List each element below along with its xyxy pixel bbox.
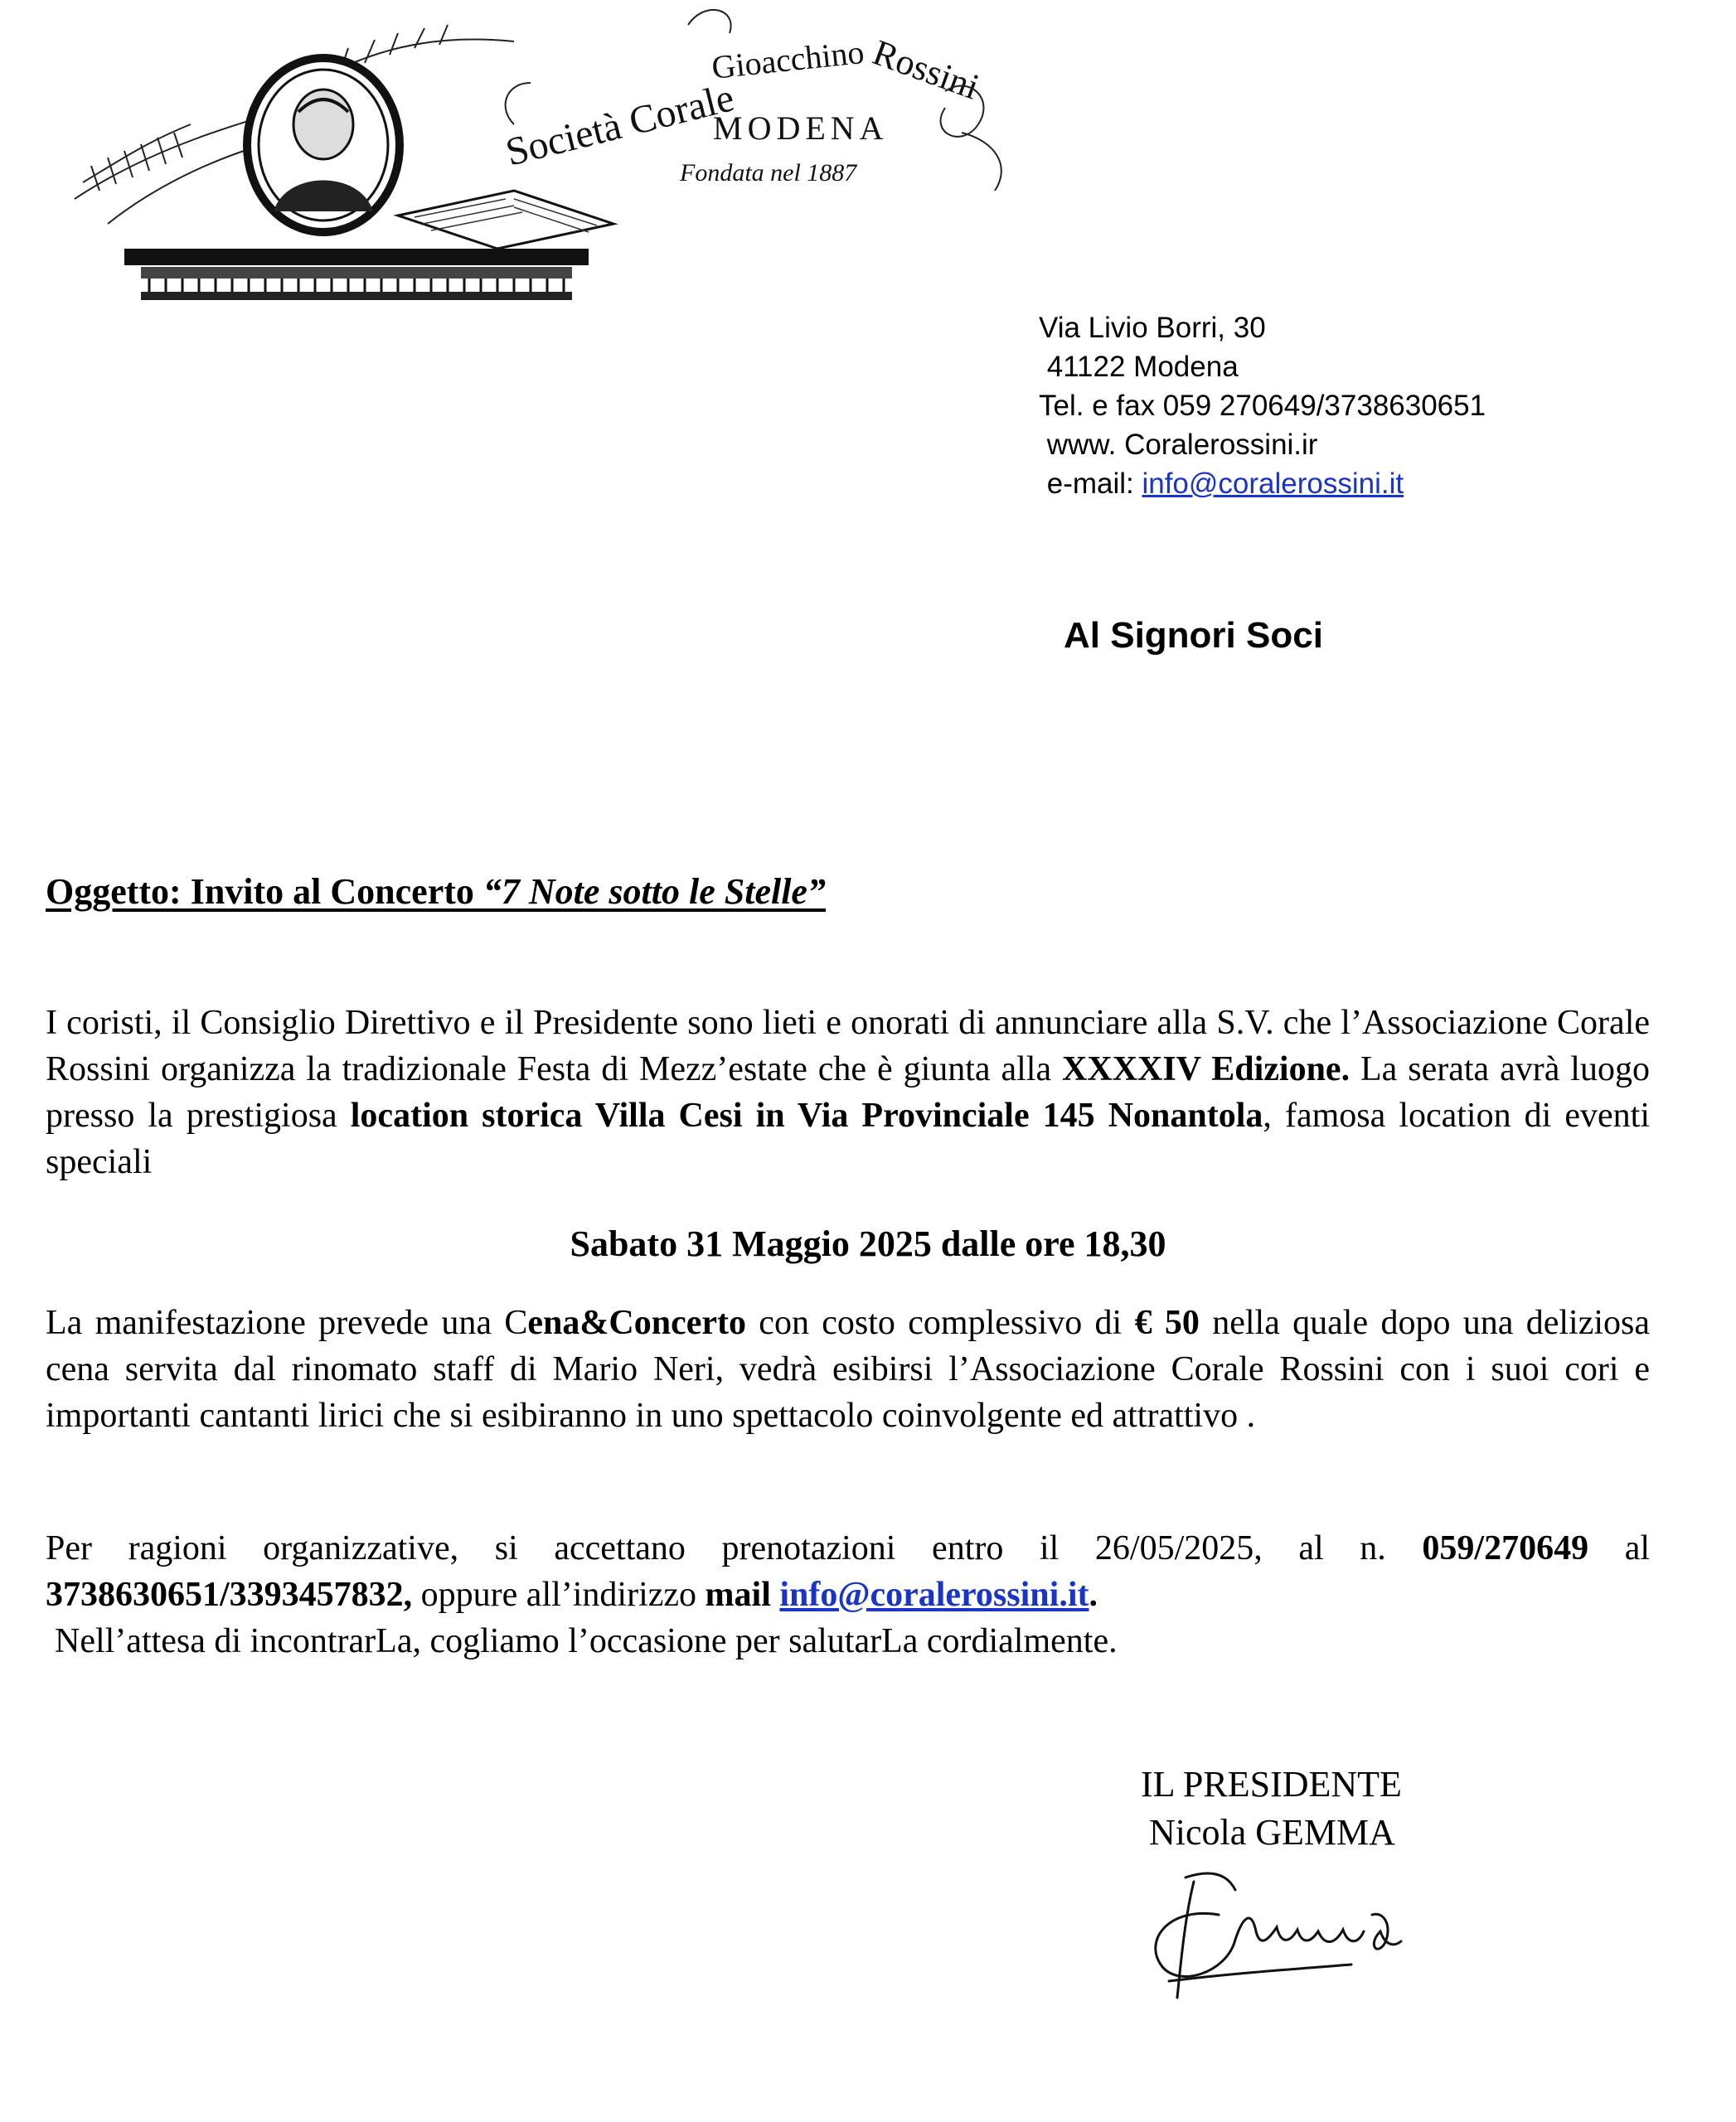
text-span: al xyxy=(1588,1529,1651,1567)
text-span: I coristi, il Consiglio Direttivo e il Presidente sono lieti e onorati di annunciare alla S.V. che l’Associazione Corale Rossini organizza la tradizionale Festa di Mezz’estate che è giunta alla xyxy=(46,1004,1650,1088)
address-phone: Tel. e fax 059 270649/3738630651 xyxy=(1039,390,1486,422)
text-span: Per ragioni organizzative, si accettano prenotazioni entro il 26/05/2025, al n. xyxy=(46,1529,1423,1567)
text-span: oppure all’indirizzo xyxy=(412,1576,706,1614)
svg-text:Gioacchino: Gioacchino xyxy=(710,32,866,86)
signature-title: IL PRESIDENTE xyxy=(1141,1764,1402,1805)
address-web: www. Coralerossini.ir xyxy=(1039,429,1318,461)
recipient: Al Signori Soci xyxy=(1064,615,1323,656)
address-email-line xyxy=(1039,464,1486,503)
period-bold: . xyxy=(1089,1576,1098,1614)
paragraph-event-details xyxy=(46,1300,1650,1439)
address-email-label: e-mail: xyxy=(1039,468,1142,500)
svg-text:Fondata nel 1887: Fondata nel 1887 xyxy=(680,159,857,187)
text-span: La manifestazione prevede una C xyxy=(46,1304,528,1342)
edition-bold: XXXXIV Edizione. xyxy=(1062,1050,1350,1088)
address-street: Via Livio Borri, 30 xyxy=(1039,312,1266,344)
price-bold: € 50 xyxy=(1134,1304,1200,1342)
letterhead-logo xyxy=(50,0,1028,315)
phone-bold: 059/270649 xyxy=(1422,1529,1589,1567)
mobile-bold: 3738630651/3393457832, xyxy=(46,1576,413,1614)
address-block xyxy=(1039,308,1486,503)
mail-label-bold: mail xyxy=(705,1576,780,1614)
address-city: 41122 Modena xyxy=(1039,351,1239,383)
text-span: La serata avrà luogo presso la prestigiosa xyxy=(46,1050,1650,1135)
location-bold: location storica Villa Cesi in Via Provinciale 145 Nonantola xyxy=(350,1097,1263,1135)
dinner-concert-bold: ena&Concerto xyxy=(527,1304,746,1342)
text-span: con costo complessivo di xyxy=(745,1304,1135,1342)
svg-text:MODENA: MODENA xyxy=(713,109,889,147)
svg-text:Società Corale: Società Corale xyxy=(501,75,739,175)
text-span: nella quale dopo una deliziosa cena servita dal rinomato staff di Mario Neri, vedrà esibirsi l’Associazione Corale Rossini con i suoi cori e importanti cantanti lirici che si esibiranno in uno spettacolo coinvolgente ed attrattivo . xyxy=(46,1304,1651,1435)
concert-title: “7 Note sotto le Stelle” xyxy=(482,871,826,912)
event-date: Sabato 31 Maggio 2025 dalle ore 18,30 xyxy=(570,1223,1166,1264)
paragraph-announcement xyxy=(46,1000,1650,1185)
svg-text:Rossini: Rossini xyxy=(867,31,985,108)
text-span: , famosa location di eventi speciali xyxy=(46,1097,1651,1181)
paragraph-closing: Nell’attesa di incontrarLa, cogliamo l’occasione per salutarLa cordialmente. xyxy=(55,1622,1118,1660)
subject-prefix: Oggetto: Invito al Concerto xyxy=(46,871,483,912)
subject-line xyxy=(46,870,826,913)
handwritten-signature xyxy=(1136,1865,1434,2006)
booking-email-link[interactable]: info@coralerossini.it xyxy=(779,1576,1089,1614)
paragraph-booking xyxy=(46,1525,1650,1618)
signature-name: Nicola GEMMA xyxy=(1149,1812,1395,1853)
email-link[interactable]: info@coralerossini.it xyxy=(1142,468,1404,500)
